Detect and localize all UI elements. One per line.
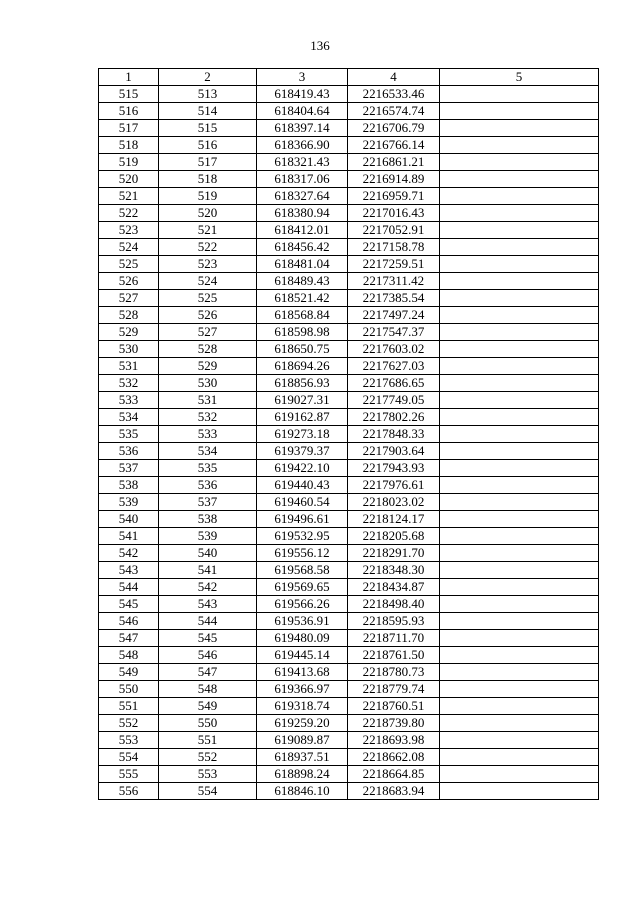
- table-cell: 2217749.05: [348, 392, 440, 409]
- table-cell: 2216574.74: [348, 103, 440, 120]
- table-cell: 524: [159, 273, 257, 290]
- table-cell: [440, 494, 599, 511]
- table-cell: 526: [99, 273, 159, 290]
- table-cell: 618404.64: [257, 103, 348, 120]
- table-cell: [440, 613, 599, 630]
- table-cell: 519: [99, 154, 159, 171]
- table-body: [99, 86, 599, 800]
- table-cell: [440, 290, 599, 307]
- table-cell: 528: [99, 307, 159, 324]
- table-cell: 532: [159, 409, 257, 426]
- table-cell: 2217385.54: [348, 290, 440, 307]
- table-row: [99, 103, 599, 120]
- table-cell: [440, 630, 599, 647]
- table-cell: 619089.87: [257, 732, 348, 749]
- table-cell: 618366.90: [257, 137, 348, 154]
- table-cell: 2218498.40: [348, 596, 440, 613]
- table-cell: 2217259.51: [348, 256, 440, 273]
- table-cell: 543: [159, 596, 257, 613]
- table-cell: 532: [99, 375, 159, 392]
- table-cell: [440, 443, 599, 460]
- table-cell: 2217497.24: [348, 307, 440, 324]
- table-cell: 619162.87: [257, 409, 348, 426]
- table-row: [99, 188, 599, 205]
- table-cell: [440, 307, 599, 324]
- table-cell: 538: [99, 477, 159, 494]
- table-cell: 547: [99, 630, 159, 647]
- table-cell: 618321.43: [257, 154, 348, 171]
- table-cell: 2217903.64: [348, 443, 440, 460]
- table-cell: 2216766.14: [348, 137, 440, 154]
- table-cell: [440, 562, 599, 579]
- table-cell: [440, 783, 599, 800]
- table-cell: 535: [159, 460, 257, 477]
- table-row: [99, 256, 599, 273]
- table-row: [99, 630, 599, 647]
- table-cell: 528: [159, 341, 257, 358]
- table-cell: 619318.74: [257, 698, 348, 715]
- table-cell: 530: [99, 341, 159, 358]
- table-cell: [440, 375, 599, 392]
- table-row: [99, 664, 599, 681]
- table-cell: 2218711.70: [348, 630, 440, 647]
- table-row: [99, 766, 599, 783]
- table-cell: 618856.93: [257, 375, 348, 392]
- table-cell: 549: [99, 664, 159, 681]
- table-cell: 531: [159, 392, 257, 409]
- table-cell: 2217802.26: [348, 409, 440, 426]
- table-cell: 554: [99, 749, 159, 766]
- table-cell: 618846.10: [257, 783, 348, 800]
- table-cell: 534: [99, 409, 159, 426]
- table-cell: 529: [159, 358, 257, 375]
- table-cell: 2218291.70: [348, 545, 440, 562]
- table-cell: 618412.01: [257, 222, 348, 239]
- table-cell: [440, 86, 599, 103]
- table-cell: 526: [159, 307, 257, 324]
- table-cell: 619440.43: [257, 477, 348, 494]
- table-cell: 543: [99, 562, 159, 579]
- table-cell: 2218761.50: [348, 647, 440, 664]
- table-cell: 524: [99, 239, 159, 256]
- table-cell: 521: [99, 188, 159, 205]
- table-cell: [440, 477, 599, 494]
- table-row: [99, 528, 599, 545]
- table-row: [99, 205, 599, 222]
- table-row: [99, 596, 599, 613]
- table-cell: 527: [159, 324, 257, 341]
- column-header: 1: [99, 69, 159, 86]
- table-cell: 531: [99, 358, 159, 375]
- column-header: 4: [348, 69, 440, 86]
- table-row: [99, 647, 599, 664]
- table-row: [99, 307, 599, 324]
- table-cell: 525: [159, 290, 257, 307]
- table-cell: 541: [99, 528, 159, 545]
- table-cell: 521: [159, 222, 257, 239]
- table-row: [99, 86, 599, 103]
- table-cell: 618327.64: [257, 188, 348, 205]
- table-cell: 2217627.03: [348, 358, 440, 375]
- table-cell: 553: [99, 732, 159, 749]
- table-cell: 2217976.61: [348, 477, 440, 494]
- table-cell: 2218693.98: [348, 732, 440, 749]
- table-cell: 618898.24: [257, 766, 348, 783]
- table-cell: 619366.97: [257, 681, 348, 698]
- table-cell: 529: [99, 324, 159, 341]
- table-cell: 2218779.74: [348, 681, 440, 698]
- table-row: [99, 698, 599, 715]
- table-row: [99, 749, 599, 766]
- table-cell: [440, 596, 599, 613]
- table-cell: 619569.65: [257, 579, 348, 596]
- table-cell: [440, 749, 599, 766]
- table-cell: 2217158.78: [348, 239, 440, 256]
- table-cell: 522: [99, 205, 159, 222]
- table-cell: 554: [159, 783, 257, 800]
- table-cell: 520: [99, 171, 159, 188]
- table-cell: 618521.42: [257, 290, 348, 307]
- table-cell: 2218348.30: [348, 562, 440, 579]
- table-header-row: [99, 69, 599, 86]
- table-cell: 516: [99, 103, 159, 120]
- table-cell: 619259.20: [257, 715, 348, 732]
- table-cell: 551: [159, 732, 257, 749]
- page-number: 136: [310, 38, 330, 53]
- table-cell: 2216706.79: [348, 120, 440, 137]
- table-cell: 2217686.65: [348, 375, 440, 392]
- table-cell: [440, 528, 599, 545]
- table-cell: 523: [99, 222, 159, 239]
- table-cell: 2217052.91: [348, 222, 440, 239]
- table-cell: [440, 239, 599, 256]
- table-cell: 2216914.89: [348, 171, 440, 188]
- table-cell: 619568.58: [257, 562, 348, 579]
- table-row: [99, 137, 599, 154]
- table-cell: 533: [99, 392, 159, 409]
- table-cell: [440, 188, 599, 205]
- table-cell: 544: [99, 579, 159, 596]
- table-cell: 541: [159, 562, 257, 579]
- column-header: 3: [257, 69, 348, 86]
- table-row: [99, 324, 599, 341]
- table-cell: 537: [159, 494, 257, 511]
- table-cell: [440, 664, 599, 681]
- table-cell: [440, 545, 599, 562]
- table-cell: 2218434.87: [348, 579, 440, 596]
- table-cell: [440, 103, 599, 120]
- table-cell: [440, 409, 599, 426]
- table-cell: 2218023.02: [348, 494, 440, 511]
- table-cell: 2218664.85: [348, 766, 440, 783]
- table-cell: 618380.94: [257, 205, 348, 222]
- column-header: 2: [159, 69, 257, 86]
- table-cell: 539: [99, 494, 159, 511]
- table-cell: 540: [99, 511, 159, 528]
- table-row: [99, 171, 599, 188]
- table-cell: 551: [99, 698, 159, 715]
- table-cell: 535: [99, 426, 159, 443]
- table-cell: 542: [159, 579, 257, 596]
- table-cell: 548: [159, 681, 257, 698]
- coordinates-table: [98, 68, 599, 800]
- table-cell: 618456.42: [257, 239, 348, 256]
- table-row: [99, 562, 599, 579]
- table-cell: 2217603.02: [348, 341, 440, 358]
- table-cell: 618694.26: [257, 358, 348, 375]
- table-cell: 618568.84: [257, 307, 348, 324]
- table-row: [99, 273, 599, 290]
- table-cell: 546: [99, 613, 159, 630]
- table-cell: 518: [99, 137, 159, 154]
- table-cell: 619556.12: [257, 545, 348, 562]
- table-cell: [440, 154, 599, 171]
- table-cell: 545: [159, 630, 257, 647]
- table-cell: 552: [159, 749, 257, 766]
- table-cell: 619532.95: [257, 528, 348, 545]
- table-row: [99, 358, 599, 375]
- table-cell: 553: [159, 766, 257, 783]
- table-row: [99, 460, 599, 477]
- table-cell: [440, 715, 599, 732]
- table-row: [99, 715, 599, 732]
- table-cell: 2216861.21: [348, 154, 440, 171]
- table-cell: 2217943.93: [348, 460, 440, 477]
- table-cell: 547: [159, 664, 257, 681]
- table-cell: [440, 460, 599, 477]
- table-row: [99, 392, 599, 409]
- table-cell: [440, 137, 599, 154]
- table-row: [99, 290, 599, 307]
- table-row: [99, 613, 599, 630]
- table-cell: [440, 324, 599, 341]
- table-cell: 517: [159, 154, 257, 171]
- table-cell: 618317.06: [257, 171, 348, 188]
- table-cell: 534: [159, 443, 257, 460]
- table-cell: 619445.14: [257, 647, 348, 664]
- table-cell: 540: [159, 545, 257, 562]
- table-cell: 618397.14: [257, 120, 348, 137]
- table-cell: [440, 120, 599, 137]
- table-cell: 618598.98: [257, 324, 348, 341]
- table-cell: 516: [159, 137, 257, 154]
- table-cell: 515: [99, 86, 159, 103]
- table-cell: 619566.26: [257, 596, 348, 613]
- table-cell: 546: [159, 647, 257, 664]
- table-row: [99, 783, 599, 800]
- table-row: [99, 511, 599, 528]
- table-row: [99, 375, 599, 392]
- table-cell: 527: [99, 290, 159, 307]
- table-cell: 2218780.73: [348, 664, 440, 681]
- table-cell: 2218683.94: [348, 783, 440, 800]
- table-cell: 539: [159, 528, 257, 545]
- table-row: [99, 222, 599, 239]
- table-cell: 619536.91: [257, 613, 348, 630]
- table-cell: [440, 205, 599, 222]
- table-cell: 545: [99, 596, 159, 613]
- table-cell: 2218760.51: [348, 698, 440, 715]
- table-cell: [440, 358, 599, 375]
- table-row: [99, 341, 599, 358]
- table-cell: 619027.31: [257, 392, 348, 409]
- table-cell: 556: [99, 783, 159, 800]
- table-cell: 548: [99, 647, 159, 664]
- table-cell: 523: [159, 256, 257, 273]
- table-cell: 552: [99, 715, 159, 732]
- table-row: [99, 154, 599, 171]
- table-cell: 619413.68: [257, 664, 348, 681]
- table-cell: 618481.04: [257, 256, 348, 273]
- table-cell: 522: [159, 239, 257, 256]
- table-cell: 2217547.37: [348, 324, 440, 341]
- table-cell: 555: [99, 766, 159, 783]
- table-cell: 2218662.08: [348, 749, 440, 766]
- table-cell: 533: [159, 426, 257, 443]
- table-cell: 618937.51: [257, 749, 348, 766]
- table-cell: [440, 698, 599, 715]
- table-cell: 530: [159, 375, 257, 392]
- table-row: [99, 426, 599, 443]
- table-cell: [440, 392, 599, 409]
- table-row: [99, 409, 599, 426]
- table-cell: [440, 256, 599, 273]
- table-row: [99, 545, 599, 562]
- table-cell: 2216959.71: [348, 188, 440, 205]
- table-cell: 514: [159, 103, 257, 120]
- table-cell: 518: [159, 171, 257, 188]
- table-cell: 519: [159, 188, 257, 205]
- table-cell: 517: [99, 120, 159, 137]
- table-row: [99, 120, 599, 137]
- table-cell: 536: [159, 477, 257, 494]
- table-cell: 536: [99, 443, 159, 460]
- table-row: [99, 494, 599, 511]
- table-cell: [440, 341, 599, 358]
- table-cell: [440, 681, 599, 698]
- table-cell: 513: [159, 86, 257, 103]
- table-cell: 2217016.43: [348, 205, 440, 222]
- table-row: [99, 579, 599, 596]
- table-cell: 619496.61: [257, 511, 348, 528]
- table-cell: [440, 511, 599, 528]
- table-cell: 2218595.93: [348, 613, 440, 630]
- table-cell: 2217848.33: [348, 426, 440, 443]
- table-cell: 619422.10: [257, 460, 348, 477]
- table-cell: 2218205.68: [348, 528, 440, 545]
- table-cell: 618489.43: [257, 273, 348, 290]
- column-header: 5: [440, 69, 599, 86]
- table-cell: 618419.43: [257, 86, 348, 103]
- table-cell: 2218739.80: [348, 715, 440, 732]
- table-cell: [440, 426, 599, 443]
- table-cell: 619460.54: [257, 494, 348, 511]
- table-cell: [440, 222, 599, 239]
- table-cell: 2218124.17: [348, 511, 440, 528]
- table-cell: [440, 171, 599, 188]
- table-cell: 520: [159, 205, 257, 222]
- table-cell: [440, 579, 599, 596]
- table-row: [99, 443, 599, 460]
- table-cell: 619379.37: [257, 443, 348, 460]
- table-row: [99, 239, 599, 256]
- table-row: [99, 732, 599, 749]
- table-cell: 544: [159, 613, 257, 630]
- table-cell: [440, 273, 599, 290]
- table-cell: 537: [99, 460, 159, 477]
- table-cell: [440, 647, 599, 664]
- table-row: [99, 681, 599, 698]
- table-row: [99, 477, 599, 494]
- table-cell: [440, 766, 599, 783]
- table-cell: 549: [159, 698, 257, 715]
- table-cell: 550: [159, 715, 257, 732]
- table-cell: 2217311.42: [348, 273, 440, 290]
- table-cell: 618650.75: [257, 341, 348, 358]
- table-cell: 2216533.46: [348, 86, 440, 103]
- table-cell: 619480.09: [257, 630, 348, 647]
- table-cell: 515: [159, 120, 257, 137]
- table-cell: [440, 732, 599, 749]
- table-cell: 619273.18: [257, 426, 348, 443]
- table-cell: 538: [159, 511, 257, 528]
- table-cell: 550: [99, 681, 159, 698]
- table-cell: 542: [99, 545, 159, 562]
- table-cell: 525: [99, 256, 159, 273]
